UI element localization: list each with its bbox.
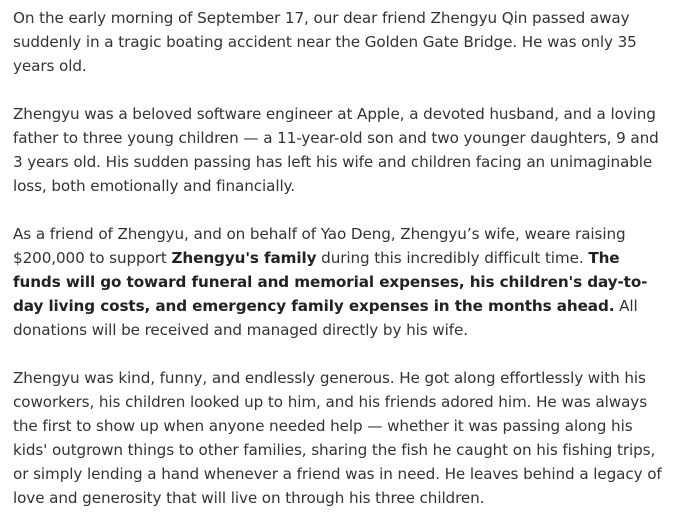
paragraph-tribute: Zhengyu was kind, funny, and endlessly generous. He got along effortlessly with his coworkers, his children looked up to him, and his friends adored him. He was always the first to show up when anyone needed help — whether it was passing along his kids' outgrown things to other families, sharing the fish he caught on his fishing trips, or simply lending a hand whenever a friend was in need. He leaves behind a legacy of love and generosity that will live on through his three children.: [13, 369, 662, 507]
paragraph-announcement: On the early morning of September 17, our dear friend Zhengyu Qin passed away suddenly in a tragic boating accident near the Golden Gate Bridge. He was only 35 years old.: [13, 9, 637, 75]
paragraph-about-zhengyu: Zhengyu was a beloved software engineer at Apple, a devoted husband, and a loving father to three young children — a 11-year-old son and two younger daughters, 9 and 3 years old. His sudden passing has left his wife and children facing an unimaginable loss, both emotionally and financially.: [13, 105, 659, 195]
story-text: [13, 6, 669, 510]
fundraiser-text-1: As a friend of Zhengyu, and on behalf of Yao Deng, Zhengyu’s wife, weare raising $200,000 to support: [13, 225, 626, 267]
fundraiser-text-3: All donations will be received and managed directly by his wife.: [13, 297, 638, 339]
family-emphasis: Zhengyu's family: [171, 249, 317, 267]
paragraph-fundraiser: [13, 222, 669, 342]
funds-use-emphasis: The funds will go toward funeral and memorial expenses, his children's day-to-day living costs, and emergency family expenses in the months ahead.: [13, 249, 648, 315]
fundraiser-text-2: during this incredibly difficult time.: [316, 249, 589, 267]
